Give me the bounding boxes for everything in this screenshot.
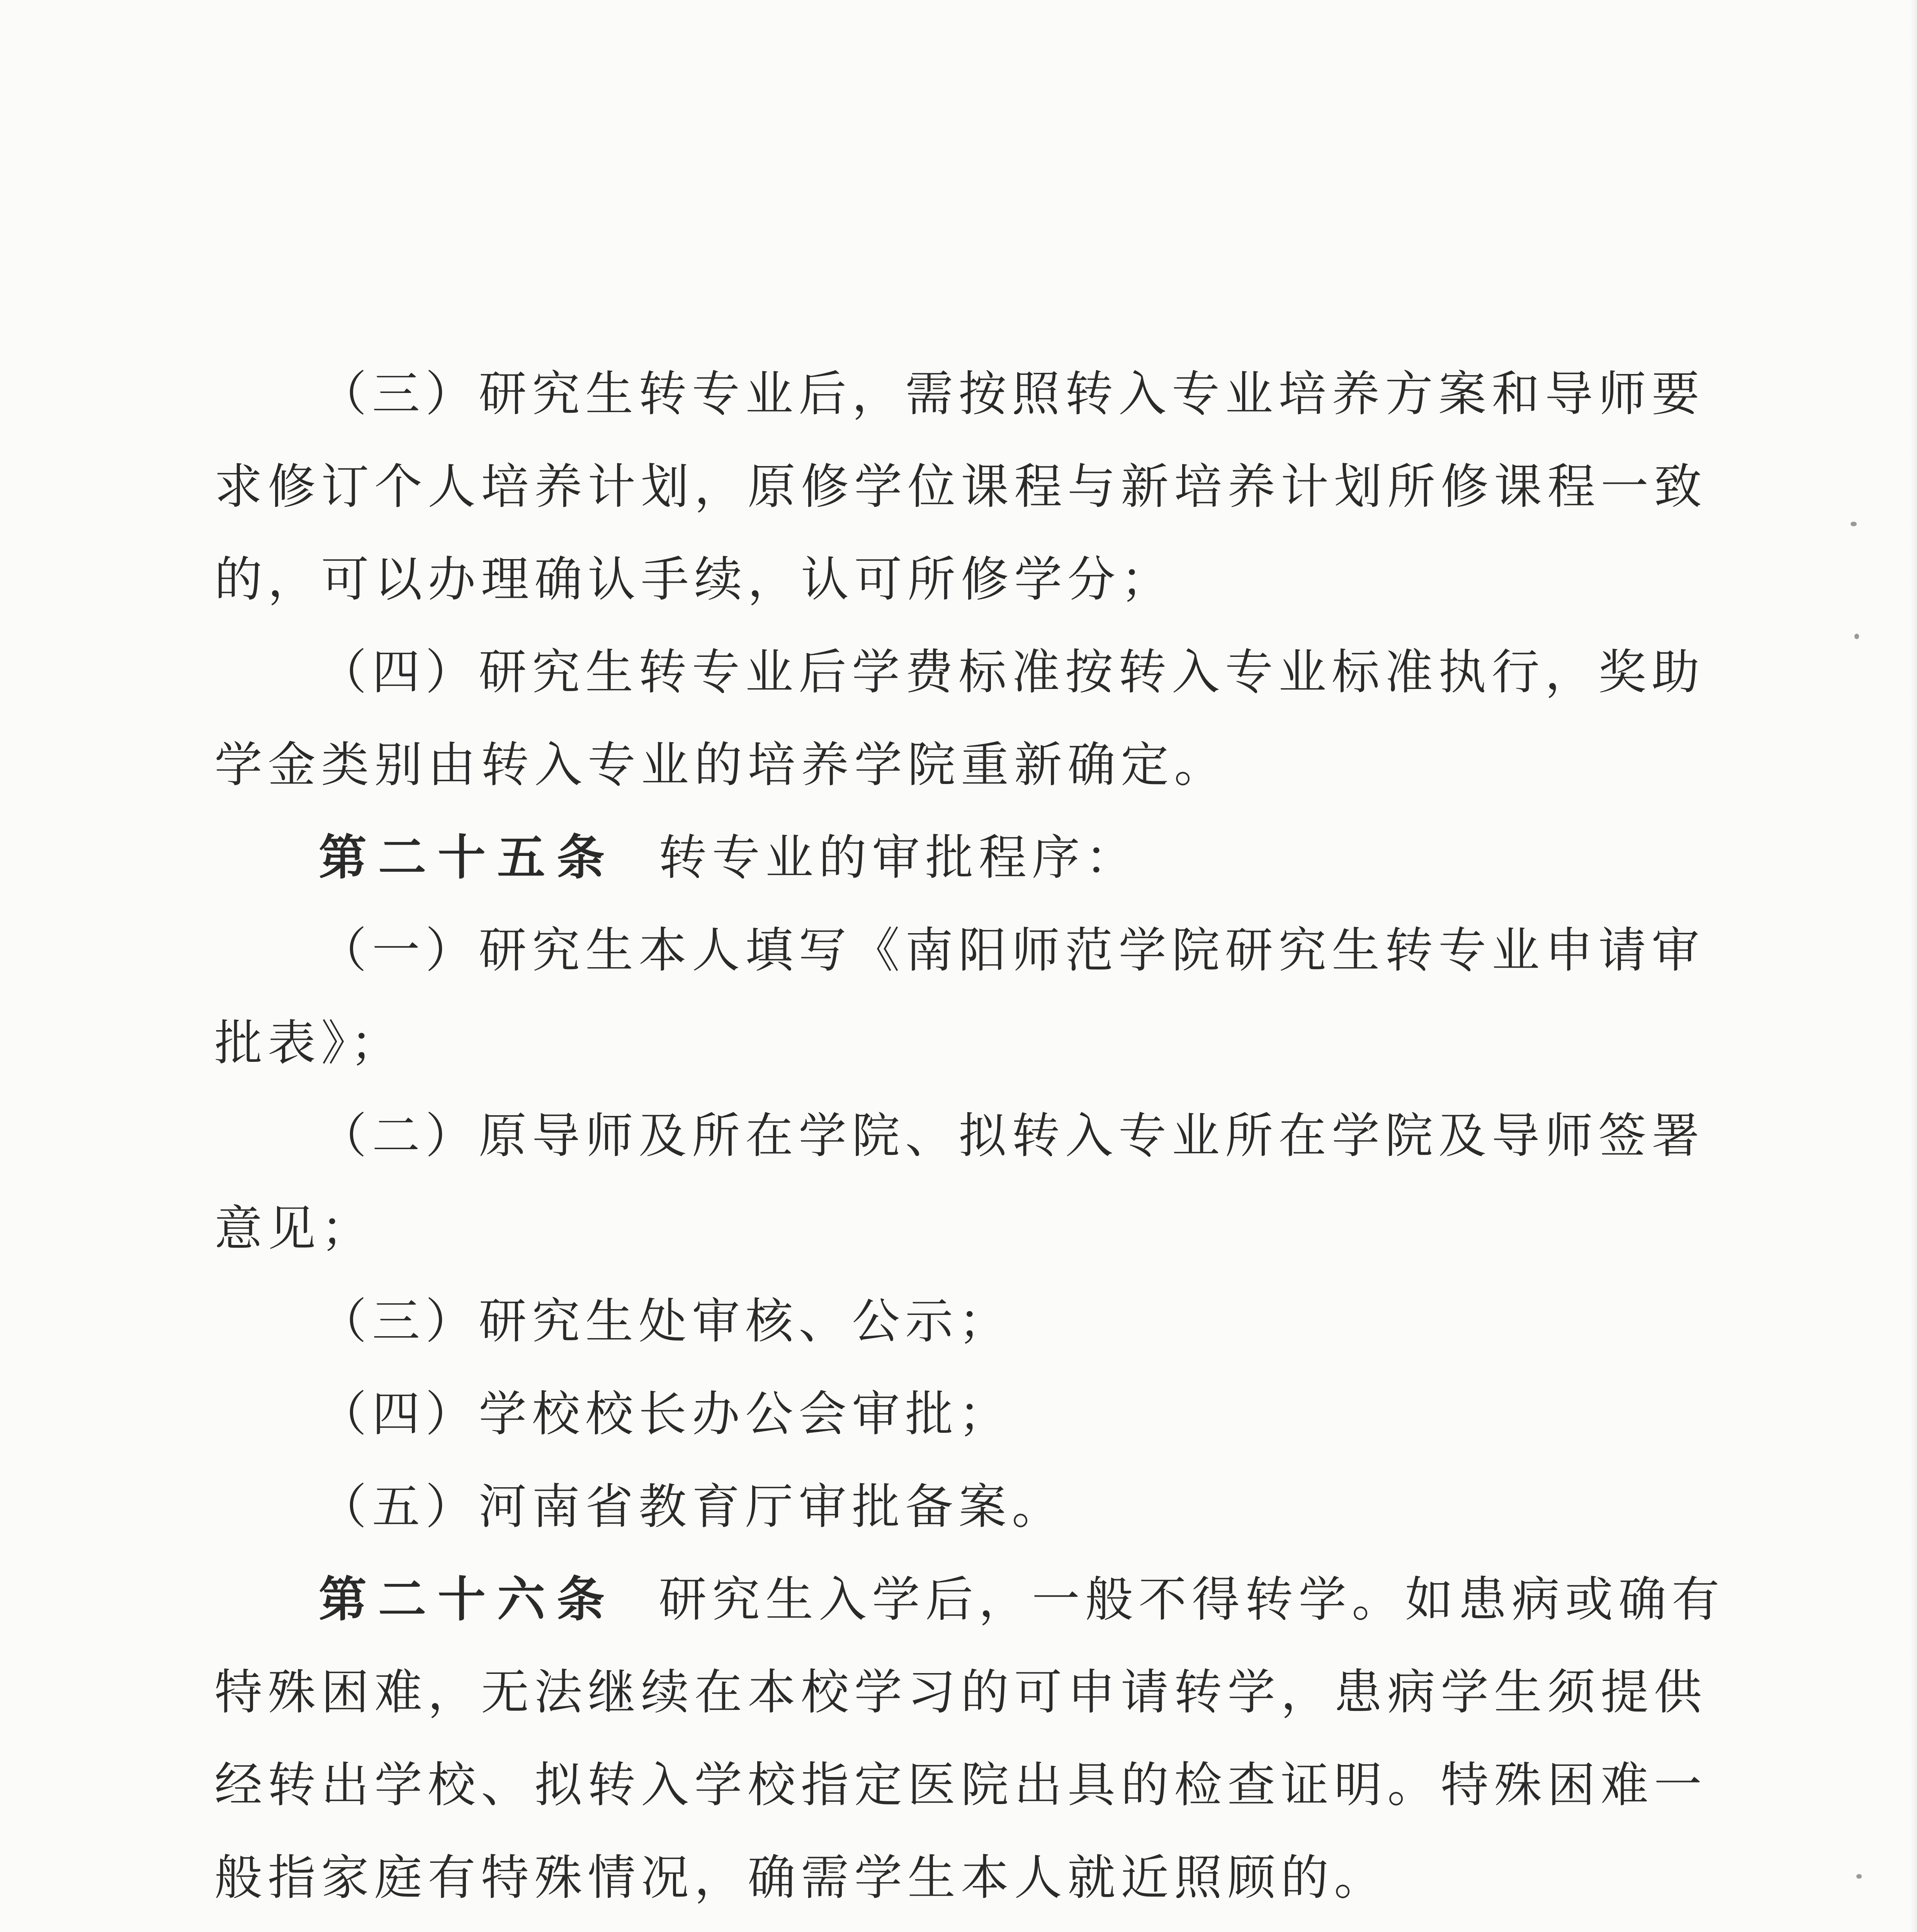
- text-line: [214, 1461, 1682, 1553]
- text-line: [214, 997, 1682, 1090]
- line-text: 转专业的审批程序：: [659, 830, 1139, 886]
- line-text: （四）学校校长办公会审批；: [319, 1386, 1012, 1442]
- line-text: （五）河南省教育厅审批备案。: [319, 1479, 1066, 1535]
- text-line: 经转出学校、拟转入学校指定医院出具的检查证明。特殊困难一: [214, 1757, 1708, 1813]
- article-line: [214, 1553, 1725, 1646]
- text-line: [214, 904, 1705, 997]
- line-text: （三）研究生转专业后，需按照转入专业培养方案和导师要: [319, 366, 1705, 422]
- line-text: 研究生入学后，一般不得转学。如患病或确有: [659, 1572, 1725, 1628]
- line-text: （一）研究生本人填写《南阳师范学院研究生转专业申请审: [319, 923, 1705, 978]
- article-title: 第二十六条: [319, 1571, 617, 1628]
- text-line: 特殊困难，无法继续在本校学习的可申请转学，患病学生须提供: [214, 1665, 1708, 1720]
- text-line: [214, 626, 1705, 719]
- scan-speck: [1854, 634, 1859, 639]
- article-title: 第二十五条: [319, 830, 617, 886]
- line-text: 般指家庭有特殊情况，确需学生本人就近照顾的。: [214, 1850, 1388, 1906]
- line-text: （三）研究生处审核、公示；: [319, 1294, 1012, 1349]
- text-line: [214, 348, 1705, 440]
- text-line: [214, 1368, 1682, 1461]
- text-line: [214, 1090, 1705, 1182]
- text-line: [214, 719, 1682, 811]
- article-line: [214, 1924, 1682, 1932]
- line-text: （二）原导师及所在学院、拟转入专业所在学院及导师签署: [319, 1108, 1705, 1164]
- text-line: [214, 1275, 1682, 1368]
- text-line: 求修订个人培养计划，原修学位课程与新培养计划所修课程一致: [214, 459, 1708, 515]
- line-text: （四）研究生转专业后学费标准按转入专业标准执行，奖助: [319, 645, 1705, 700]
- scan-edge-shadow: [1910, 0, 1917, 1932]
- line-text: 学金类别由转入专业的培养学院重新确定。: [214, 737, 1228, 793]
- line-text: 批表》；: [214, 1015, 404, 1071]
- line-text: 意见；: [214, 1201, 375, 1257]
- line-text: 的，可以办理确认手续，认可所修学分；: [214, 552, 1174, 607]
- text-line: [214, 1832, 1682, 1924]
- scan-speck: [1851, 522, 1857, 526]
- scan-speck: [1856, 1874, 1862, 1879]
- text-line: [214, 533, 1682, 626]
- text-line: [214, 1182, 1682, 1275]
- article-line: [214, 811, 1682, 904]
